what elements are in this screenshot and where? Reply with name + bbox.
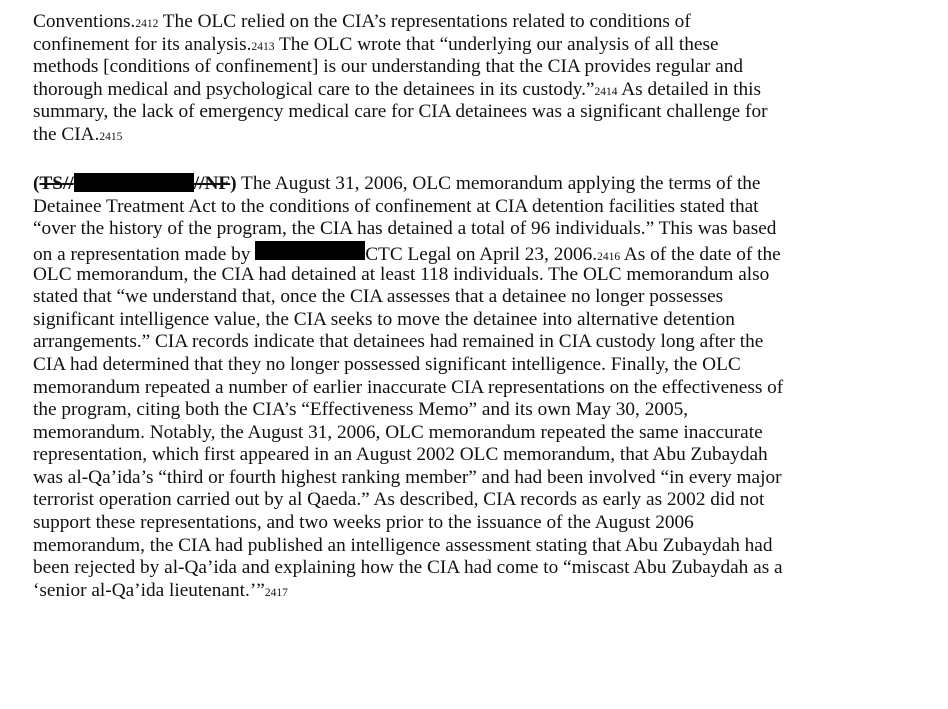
text-segment: ‘senior al-Qa’ida lieutenant.’” xyxy=(33,579,265,601)
text-line: confinement for its analysis. 2413 The OLC wrote that “underlying our analysis of all these xyxy=(33,33,719,55)
text-segment: The August 31, 2006, OLC memorandum applying the terms of the xyxy=(236,173,761,195)
paragraph-1 xyxy=(33,11,948,147)
paragraph-2 xyxy=(33,173,948,602)
text-line: Conventions. 2412 The OLC relied on the CIA’s representations related to conditions of xyxy=(33,11,691,32)
text-segment: the program, citing both the CIA’s “Effectiveness Memo” and its own May 30, 2005, xyxy=(33,399,689,421)
text-line: on a representation made by CTC Legal on April 23, 2006. 2416 As of the date of the xyxy=(33,241,948,264)
text-line xyxy=(33,467,948,490)
classification-paren: ) xyxy=(230,173,237,195)
text-segment: confinement for its analysis. xyxy=(33,33,252,55)
text-segment: OLC memorandum, the CIA had detained at least 118 individuals. The OLC memorandum also xyxy=(33,263,770,285)
text-segment: arrangements.” CIA records indicate that detainees had remained in CIA custody long after the xyxy=(33,331,764,353)
text-line xyxy=(33,309,948,332)
text-segment: terrorist operation carried out by al Qaeda.” As described, CIA records as early as 2002 did not xyxy=(33,489,765,511)
text-segment: memorandum, the CIA had published an intelligence assessment stating that Abu Zubaydah had xyxy=(33,534,773,556)
text-line xyxy=(33,422,948,445)
text-line xyxy=(33,56,948,79)
text-segment: summary, the lack of emergency medical care for CIA detainees was a significant challenge for xyxy=(33,101,768,123)
text-line: thorough medical and psychological care to the detainees in its custody.” 2414 As detailed in this xyxy=(33,78,762,100)
text-line xyxy=(33,173,948,196)
text-segment: significant intelligence value, the CIA seeks to move the detainee into alternative detention xyxy=(33,308,735,330)
text-line xyxy=(33,377,948,400)
text-segment: memorandum. Notably, the August 31, 2006, OLC memorandum repeated the same inaccurate xyxy=(33,421,763,443)
text-segment: was al-Qa’ida’s “third or fourth highest ranking member” and had been involved “in every major xyxy=(33,466,782,488)
text-line xyxy=(33,218,948,241)
classification-paren: ( xyxy=(33,173,40,195)
text-segment: support these representations, and two weeks prior to the issuance of the August 2006 xyxy=(33,512,694,534)
text-segment: methods [conditions of confinement] is our understanding that the CIA provides regular and xyxy=(33,56,744,78)
paragraph-spacer xyxy=(33,147,948,170)
text-line xyxy=(33,196,948,219)
redaction-block xyxy=(255,241,365,260)
text-line: the CIA. 2415 xyxy=(33,123,123,145)
text-segment: As detailed in this xyxy=(617,78,762,100)
text-line xyxy=(33,399,948,422)
text-segment: been rejected by al-Qa’ida and explaining how the CIA had come to “miscast Abu Zubaydah as a xyxy=(33,557,783,579)
text-segment: As of the date of the xyxy=(620,243,781,265)
text-segment: memorandum repeated a number of earlier inaccurate CIA representations on the effectiveness of xyxy=(33,376,784,398)
text-segment: representation, which first appeared in an August 2002 OLC memorandum, that Abu Zubaydah xyxy=(33,444,768,466)
text-line xyxy=(33,489,948,512)
text-segment: The OLC wrote that “underlying our analysis of all these xyxy=(274,33,719,55)
text-line xyxy=(33,354,948,377)
redaction-block xyxy=(74,173,194,192)
text-segment: Conventions. xyxy=(33,11,136,32)
classification-marking xyxy=(33,173,237,196)
text-segment: thorough medical and psychological care to the detainees in its custody.” xyxy=(33,78,595,100)
text-segment: stated that “we understand that, once the CIA assesses that a detainee no longer possesses xyxy=(33,286,724,308)
text-segment: the CIA. xyxy=(33,123,100,145)
text-line: ‘senior al-Qa’ida lieutenant.’” 2417 xyxy=(33,579,288,601)
text-line xyxy=(33,264,948,287)
classification-ts: TS// xyxy=(39,173,74,195)
text-line xyxy=(33,286,948,309)
text-segment: The OLC relied on the CIA’s representations related to conditions of xyxy=(158,11,691,32)
classification-nf: //NF xyxy=(193,173,231,195)
text-segment: CTC Legal on April 23, 2006. xyxy=(365,243,598,265)
text-line xyxy=(33,101,948,124)
text-segment: CIA had determined that they no longer possessed significant intelligence. Finally, the OLC xyxy=(33,353,741,375)
text-line xyxy=(33,557,948,580)
text-line xyxy=(33,444,948,467)
text-line xyxy=(33,331,948,354)
text-segment: Detainee Treatment Act to the conditions of confinement at CIA detention facilities stated that xyxy=(33,195,759,217)
text-line xyxy=(33,512,948,535)
text-segment: “over the history of the program, the CIA has detained a total of 96 individuals.” This was based xyxy=(33,218,777,240)
text-line xyxy=(33,535,948,558)
text-segment: on a representation made by xyxy=(33,243,256,265)
